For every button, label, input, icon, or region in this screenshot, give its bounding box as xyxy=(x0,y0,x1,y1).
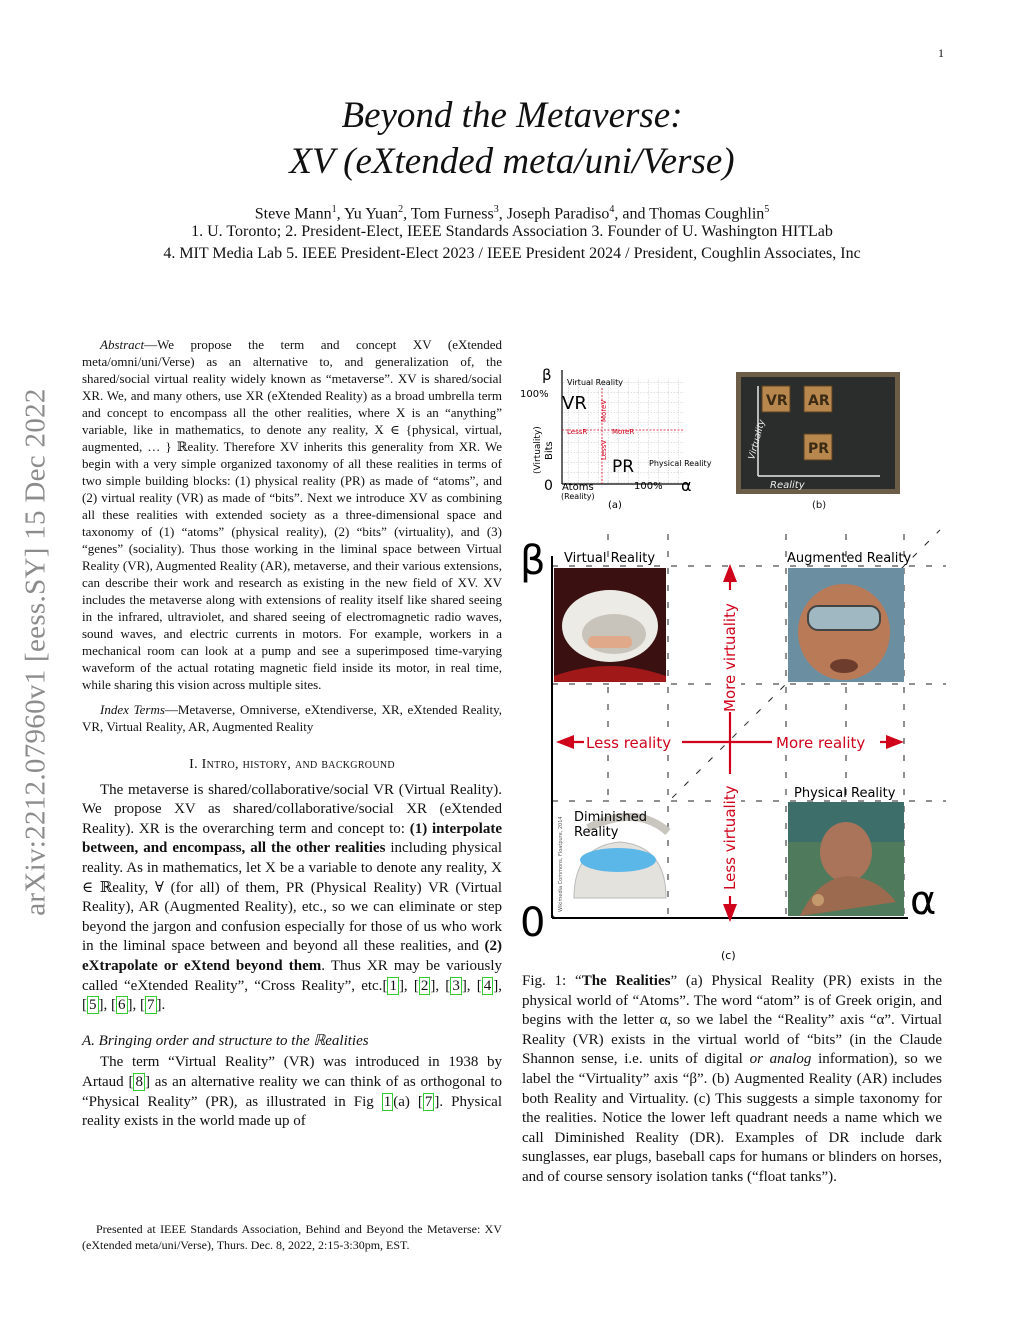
citation-link[interactable]: 8 xyxy=(135,1073,143,1090)
photo-virtual-reality xyxy=(554,568,666,682)
author-name: Steve Mann xyxy=(254,205,332,223)
paragraph-bold: (1) interpolate between, and encompass, all the other realities xyxy=(82,820,502,857)
citation-link[interactable]: 7 xyxy=(147,997,155,1014)
board-virtuality-label: Virtuality xyxy=(747,418,768,461)
citation-link[interactable]: 5 xyxy=(89,997,97,1014)
ar-quadrant-label: Augmented Reality xyxy=(787,551,912,566)
paragraph-bold: (2) eXtrapolate or eXtend beyond them xyxy=(82,938,502,974)
block-vr-text: VR xyxy=(766,393,788,409)
figure-c xyxy=(518,526,948,966)
morer-label: MoreR xyxy=(612,428,635,436)
abstract-text: —We propose the term and concept XV (eXtended meta/omni/uni/Verse) as an alternative to, and generalization of, the shared/social virtual reality widely known as “metaverse”. XV is shared/social XR. We, and many others, use XR (eXtended Reality) as a broad umbrella term and concept to encompass all the other realities, where X is an “anything” variable, like in mathematics, to denote any reality, X ∈ {physical, virtual, augmented, … } ℝeality. Therefore XV inherits this generality from XR. We begin with a very simple organized taxonomy of all these realities in terms of two simple building blocks: (1) physical reality (PR) as made of “atoms”, and (2) virtual reality (VR) as made of “bits”. Next we introduce XV as combining all these realities with extended society as a three-dimensional space and taxonomy of (1) “atoms” (physical reality), (2) “bits” (virtuality), and (3) “genes” (sociality). Thus those working in the liminal space between Virtual Reality (VR), Augmented Reality (AR), metaverse, and their various extensions, can describe their work and research as existing in the new field of XV. XV includes the metaverse along with extensions of reality itself like shared seeing in the infrared, ultraviolet, and shared seeing of electromagnetic radio waves, sound waves, and electric currents in motors. For example, workers in a mechanical room can look at a pump and see a superimposed time-varying waveform of the actual rotating magnetic field inside its motor, in real time, while sharing this vision across multiple sites. xyxy=(82,337,502,692)
index-terms-text: —Metaverse, Omniverse, eXtendiverse, XR, eXtended Reality, VR, Virtual Reality, AR, Augmented Reality xyxy=(82,702,502,734)
author-affil: 1 xyxy=(331,204,337,215)
subsection-paragraph: The term “Virtual Reality” (VR) was introduced in 1938 by Artaud [ 8 ] as an alternative reality we can think of as orthogonal to “Physical Reality” (PR), as illustrated in Fig 1 (a) [ 7 ]. Physical reality exists in the world made up of xyxy=(82,1054,502,1130)
author-name: and Thomas Coughlin xyxy=(622,205,765,223)
lessv-label: LessV xyxy=(600,439,608,460)
pr-quadrant-label: Physical Reality xyxy=(794,786,896,801)
vr-quadrant-label: Virtual Reality xyxy=(564,551,656,566)
section-number: I. xyxy=(189,757,202,772)
index-terms xyxy=(82,701,502,735)
photo-augmented-reality xyxy=(788,568,904,682)
figure-b xyxy=(736,372,904,514)
figure-link[interactable]: 1 xyxy=(383,1093,392,1110)
dr-quadrant-label-2: Reality xyxy=(574,825,619,840)
author-affil: 5 xyxy=(764,204,770,215)
figure-caption xyxy=(522,972,942,1188)
pr-label: PR xyxy=(612,457,635,477)
caption-bold: The Realities xyxy=(581,973,671,989)
author-list: Steve Mann$^1$, Yu Yuan$^2$, Tom Furness$^3$, Joseph Paradiso$^4$, and Thomas Coughlin$^5$ xyxy=(254,204,770,223)
abstract-label: Abstract xyxy=(100,337,145,352)
author-affil: 2 xyxy=(398,204,404,215)
page-number: 1 xyxy=(938,46,944,60)
author-affil: 3 xyxy=(493,204,499,215)
x-axis-label-1: Atoms xyxy=(562,482,594,493)
paragraph-text: . Thus XR may be variously called “eXtended Reality”, “Cross Reality”, etc. xyxy=(82,957,502,994)
less-reality-label: Less reality xyxy=(586,734,672,752)
photo-credit: Wikimedia Commons, Floatpure, 2014 xyxy=(558,816,564,912)
citation-link[interactable]: 6 xyxy=(118,997,126,1014)
author-name: Joseph Paradiso xyxy=(506,205,610,223)
citation-link[interactable]: 1 xyxy=(389,977,397,994)
vr-top-label: Virtual Reality xyxy=(567,378,624,387)
caption-prefix: Fig. 1: “ xyxy=(522,973,582,989)
origin-zero: 0 xyxy=(544,478,553,494)
section-paragraph: The metaverse is shared/collaborative/social VR (Virtual Reality). We propose XV as shared/collaborative/social XR (eXtended Reality). XR is the overarching term and concept to: (1) interpolate between, and encompass, all the other realities including physical reality. As in mathematics, let X be a variable to denote any reality, X ∈ ℝeality, ∀ (for all) of them, PR (Physical Reality) VR (Virtual Reality), AR (Augmented Reality), etc., so we can eliminate or step beyond the jargon and confusion especially for those of us who work in the liminal space between and beyond all these realities, and (2) eXtrapolate or eXtend beyond them. Thus XR may be variously called “eXtended Reality”, “Cross Reality”, etc.[ 1 ], [ 2 ], [ 3 ], [ 4 ], [ 5 ], [ 6 ], [ 7 ]. xyxy=(82,781,502,1014)
y-axis-label-2: Bits xyxy=(544,441,555,460)
affiliations-line2: 4. MIT Media Lab 5. IEEE President-Elect 2023 / IEEE President 2024 / President, Coughlin Associates, Inc xyxy=(163,245,861,262)
caption-text: ” (a) Physical Reality (PR) exists in the physical world of “Atoms”. The word “atom” is of Greek origin, and begins with the letter α, so we label the “Reality” axis “α”. Virtual Reality (VR) exists in the virtual world of “bits” (in the Claude Shannon sense, i.e. units of digital xyxy=(522,973,942,1068)
paragraph-text: as an alternative reality we can think of as orthogonal to “Physical Reality” (PR), as illustrated in Fig xyxy=(82,1073,502,1110)
subsection-heading: A. Bringing order and structure to the ℝealities xyxy=(82,1032,369,1049)
paragraph-text: . Physical reality exists in the world made up of xyxy=(82,1093,502,1130)
index-terms-label: Index Terms xyxy=(100,702,165,717)
subfig-a-label: (a) xyxy=(608,500,622,511)
dr-quadrant-label-1: Diminished xyxy=(574,810,648,825)
citation-link[interactable]: 3 xyxy=(452,977,460,994)
left-column xyxy=(82,336,502,1132)
lessr-label: LessR xyxy=(567,428,588,436)
citation-link[interactable]: 4 xyxy=(483,977,492,994)
less-virtuality-label: Less virtuality xyxy=(721,785,739,890)
board-reality-label: Reality xyxy=(770,480,805,491)
paper-title-line1: Beyond the Metaverse: xyxy=(341,95,683,136)
section-title: Intro, history, and background xyxy=(201,757,395,772)
block-pr-text: PR xyxy=(808,441,830,457)
block-ar-text: AR xyxy=(808,393,830,409)
beta-symbol: β xyxy=(542,366,552,384)
section-heading xyxy=(82,755,502,775)
author-affil: 4 xyxy=(609,204,615,215)
citation-link[interactable]: 7 xyxy=(424,1093,433,1110)
abstract xyxy=(82,336,502,693)
x-axis-label-2: (Reality) xyxy=(561,492,595,501)
subfig-c-label: (c) xyxy=(721,949,736,962)
paragraph-text: including physical reality. As in mathematics, let X be a variable to denote any reality, X ∈ ℝeality, ∀ (for all) of them, PR (Physical Reality) VR (Virtual Reality), AR (Augmented Reality), etc., so we can eliminate or step beyond the jargon and confusion especially for those of us who work in the liminal space between and beyond all these realities, and xyxy=(82,840,502,955)
pct-y-label: 100% xyxy=(520,389,549,400)
figure-a xyxy=(518,362,728,514)
paper-title-line2: XV (eXtended meta/uni/Verse) xyxy=(289,141,735,182)
citation-link[interactable]: 2 xyxy=(420,977,429,994)
author-name: Tom Furness xyxy=(410,205,494,223)
paragraph-text: The term “Virtual Reality” (VR) was introduced in 1938 by Artaud xyxy=(82,1054,502,1090)
pr-side-label: Physical Reality xyxy=(649,459,712,468)
morev-label: MoreV xyxy=(600,399,608,422)
alpha-symbol: α xyxy=(681,476,692,495)
more-reality-label: More reality xyxy=(776,734,866,752)
paragraph-text: (a) xyxy=(393,1093,418,1110)
vr-label: VR xyxy=(562,393,587,414)
y-axis-label-1: (Virtuality) xyxy=(533,426,543,474)
paragraph-text: The metaverse is shared/collaborative/social VR (Virtual Reality). We propose XV as shared/collaborative/social XR (eXtended Reality). XR is the overarching term and concept to: xyxy=(82,781,502,837)
footnote: Presented at IEEE Standards Association, Behind and Beyond the Metaverse: XV (eXtended meta/uni/Verse), Thurs. Dec. 8, 2022, 2:15-3:30pm, EST. xyxy=(82,1222,502,1252)
caption-italic: or analog xyxy=(749,1051,812,1068)
photo-physical-reality xyxy=(788,802,904,916)
subfig-b-label: (b) xyxy=(812,500,827,511)
arxiv-stamp xyxy=(6,348,66,956)
origin-zero: 0 xyxy=(520,900,546,946)
alpha-symbol: α xyxy=(910,878,937,924)
pct-x-label: 100% xyxy=(634,481,663,492)
author-name: Yu Yuan xyxy=(344,205,399,223)
more-virtuality-label: More virtuality xyxy=(721,603,739,712)
beta-symbol: β xyxy=(520,538,546,584)
affiliations-line1: 1. U. Toronto; 2. President-Elect, IEEE Standards Association 3. Founder of U. Washington HITLab xyxy=(191,223,833,240)
arxiv-id: arXiv:2212.07960v1 [eess.SY] 15 Dec 2022 xyxy=(19,388,52,916)
caption-text: information), so we label the “Virtuality” axis “β”. (b) Augmented Reality (AR) includes both Reality and Virtuality. (c) This suggests a simple taxonomy for the realities. Notice the lower left quadrant needs a name which we call Diminished Reality (DR). Examples of DR include dark sunglasses, ear plugs, baseball caps for humans or blinders on horses, and of course sensory isolation tanks (“float tanks”). xyxy=(522,1051,943,1185)
